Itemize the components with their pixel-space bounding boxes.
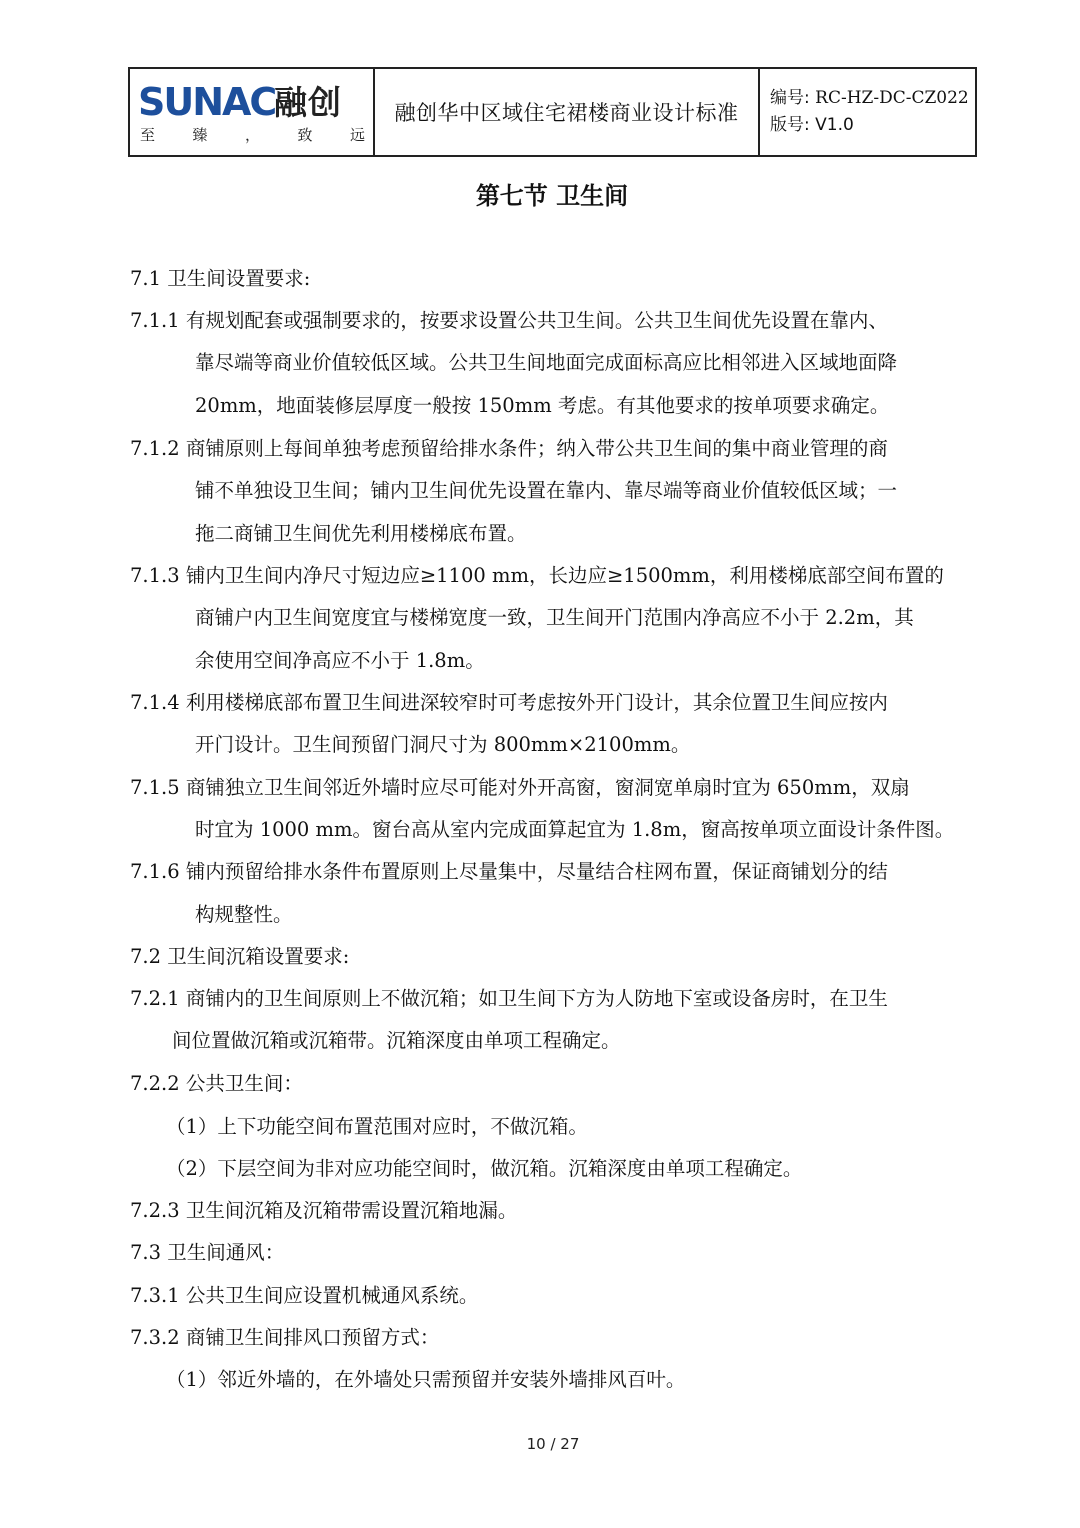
clause-line: 7.2.1 商铺内的卫生间原则上不做沉箱；如卫生间下方为人防地下室或设备房时，在卫生 <box>130 987 888 1010</box>
version-value: V1.0 <box>815 115 854 135</box>
list-item: （1）上下功能空间布置范围对应时，不做沉箱。 <box>166 1115 588 1138</box>
clause-line: 7.1.6 铺内预留给排水条件布置原则上尽量集中，尽量结合柱网布置，保证商铺划分的结 <box>130 860 888 883</box>
version-label: 版号: <box>770 115 816 135</box>
clause-line: 20mm，地面装修层厚度一般按 150mm 考虑。有其他要求的按单项要求确定。 <box>195 394 890 417</box>
slogan-char: 致 <box>297 126 313 144</box>
clause-line: 靠尽端等商业价值较低区域。公共卫生间地面完成面标高应比相邻进入区域地面降 <box>195 351 898 374</box>
code-value: RC-HZ-DC-CZ022 <box>815 88 969 108</box>
clause-heading: 7.2 卫生间沉箱设置要求: <box>130 945 350 968</box>
sunac-logo-cn: 融创 <box>274 83 342 122</box>
clause-line: 余使用空间净高应不小于 1.8m。 <box>195 649 485 672</box>
clause-line: 开门设计。卫生间预留门洞尺寸为 800mm×2100mm。 <box>195 733 691 756</box>
code-label: 编号: <box>770 88 816 108</box>
document-code <box>770 85 975 112</box>
clause-line: 间位置做沉箱或沉箱带。沉箱深度由单项工程确定。 <box>172 1029 621 1052</box>
document-version <box>770 112 975 139</box>
clause-line: 7.3.1 公共卫生间应设置机械通风系统。 <box>130 1284 479 1307</box>
document-header-table <box>128 67 977 157</box>
clause-line: 7.1.5 商铺独立卫生间邻近外墙时应尽可能对外开高窗，窗洞宽单扇时宜为 650mm，双扇 <box>130 776 910 799</box>
slogan-char: 远 <box>349 126 365 144</box>
clause-line: 7.3.2 商铺卫生间排风口预留方式： <box>130 1326 440 1349</box>
document-title: 融创华中区域住宅裙楼商业设计标准 <box>375 69 760 155</box>
clause-line: 7.2.2 公共卫生间： <box>130 1072 303 1095</box>
sunac-logo: SUNAC <box>138 80 276 124</box>
slogan-char: 臻 <box>192 126 208 144</box>
clause-line: 7.1.3 铺内卫生间内净尺寸短边应≥1100 mm，长边应≥1500mm，利用楼梯底部空间布置的 <box>130 564 944 587</box>
clause-heading: 7.3 卫生间通风： <box>130 1241 285 1264</box>
logo-slogan <box>140 125 365 145</box>
clause-line: 铺不单独设卫生间；铺内卫生间优先设置在靠内、靠尽端等商业价值较低区域；一 <box>195 479 898 502</box>
document-code-cell <box>760 69 975 155</box>
clause-heading: 7.1 卫生间设置要求: <box>130 267 311 290</box>
clause-line: 时宜为 1000 mm。窗台高从室内完成面算起宜为 1.8m，窗高按单项立面设计条件图。 <box>195 818 955 841</box>
slogan-char: ， <box>244 126 260 144</box>
clause-line: 构规整性。 <box>195 903 293 926</box>
clause-line: 7.1.1 有规划配套或强制要求的，按要求设置公共卫生间。公共卫生间优先设置在靠内、 <box>130 309 888 332</box>
clause-line: 7.1.2 商铺原则上每间单独考虑预留给排水条件；纳入带公共卫生间的集中商业管理的商 <box>130 437 888 460</box>
list-item: （2）下层空间为非对应功能空间时，做沉箱。沉箱深度由单项工程确定。 <box>166 1157 803 1180</box>
page-number: 10 / 27 <box>526 1435 580 1453</box>
slogan-char: 至 <box>140 126 156 144</box>
clause-line: 7.2.3 卫生间沉箱及沉箱带需设置沉箱地漏。 <box>130 1199 518 1222</box>
clause-line: 商铺户内卫生间宽度宜与楼梯宽度一致，卫生间开门范围内净高应不小于 2.2m，其 <box>195 606 914 629</box>
list-item: （1）邻近外墙的，在外墙处只需预留并安装外墙排风百叶。 <box>166 1368 686 1391</box>
clause-line: 7.1.4 利用楼梯底部布置卫生间进深较窄时可考虑按外开门设计，其余位置卫生间应按内 <box>130 691 888 714</box>
section-title: 第七节 卫生间 <box>475 182 629 210</box>
logo-cell <box>130 69 375 155</box>
clause-line: 拖二商铺卫生间优先利用楼梯底布置。 <box>195 522 527 545</box>
